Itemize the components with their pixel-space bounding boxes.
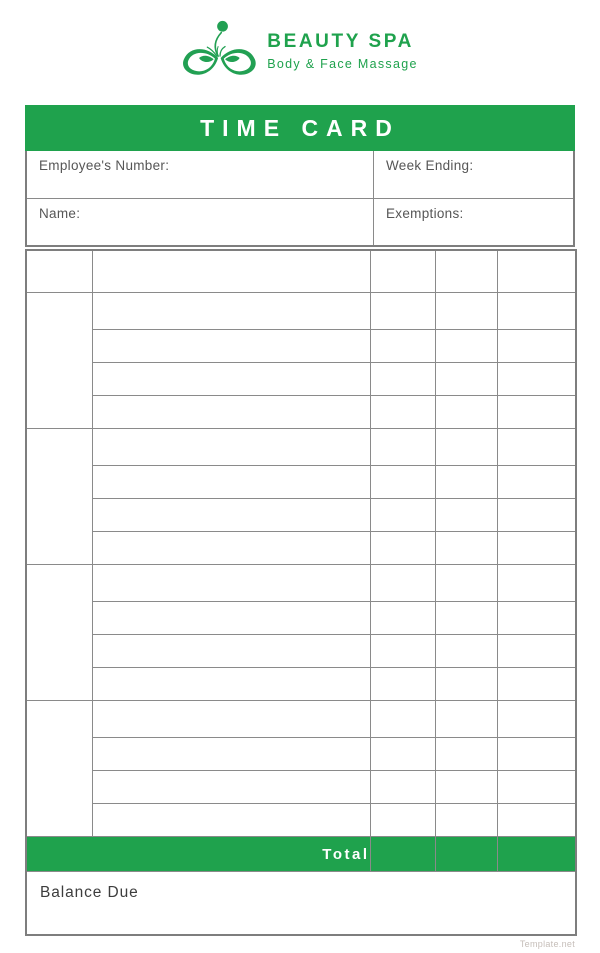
total-label: Total [26, 837, 370, 872]
table-row [26, 635, 576, 668]
job-description-cell[interactable] [92, 771, 370, 804]
name-field[interactable] [27, 198, 373, 245]
rate-cell[interactable] [435, 635, 497, 668]
date-cell[interactable] [26, 429, 92, 565]
employee-number-label: Employee's Number: [39, 158, 170, 173]
amount-cell[interactable] [497, 429, 576, 466]
table-row [26, 499, 576, 532]
table-row [26, 602, 576, 635]
employee-number-field[interactable] [27, 151, 373, 198]
hours-cell[interactable] [370, 466, 435, 499]
amount-cell[interactable] [497, 466, 576, 499]
table-body [26, 293, 576, 837]
hours-cell[interactable] [370, 565, 435, 602]
hours-cell[interactable] [370, 738, 435, 771]
balance-due-cell[interactable] [26, 872, 576, 936]
table-row [26, 738, 576, 771]
exemptions-field[interactable] [373, 198, 573, 245]
week-ending-label: Week Ending: [386, 158, 474, 173]
rate-cell[interactable] [435, 330, 497, 363]
table-row [26, 701, 576, 738]
rate-cell[interactable] [435, 771, 497, 804]
balance-due-label: Balance Due [40, 884, 139, 901]
amount-cell[interactable] [497, 771, 576, 804]
brand-name: BEAUTY SPA [267, 30, 414, 52]
rate-cell[interactable] [435, 363, 497, 396]
rate-cell[interactable] [435, 804, 497, 837]
date-cell[interactable] [26, 565, 92, 701]
hours-cell[interactable] [370, 429, 435, 466]
rate-cell[interactable] [435, 565, 497, 602]
table-footer [26, 837, 576, 936]
column-header-rate: Rate [435, 250, 497, 293]
job-description-cell[interactable] [92, 499, 370, 532]
date-cell[interactable] [26, 701, 92, 837]
rate-cell[interactable] [435, 602, 497, 635]
column-header-date: Date [26, 250, 92, 293]
total-rate-cell[interactable] [435, 837, 497, 872]
time-card-table [25, 249, 577, 936]
hours-cell[interactable] [370, 363, 435, 396]
page-title: TIME CARD [200, 114, 400, 141]
rate-cell[interactable] [435, 532, 497, 565]
hours-cell[interactable] [370, 804, 435, 837]
hours-cell[interactable] [370, 668, 435, 701]
amount-cell[interactable] [497, 565, 576, 602]
table-row [26, 363, 576, 396]
amount-cell[interactable] [497, 804, 576, 837]
job-description-cell[interactable] [92, 602, 370, 635]
total-amount-cell[interactable] [497, 837, 576, 872]
amount-cell[interactable] [497, 738, 576, 771]
column-header-job-description: Job Description [92, 250, 370, 293]
spa-plant-icon [182, 13, 258, 89]
rate-cell[interactable] [435, 738, 497, 771]
table-row [26, 293, 576, 330]
week-ending-field[interactable] [373, 151, 573, 198]
job-description-cell[interactable] [92, 668, 370, 701]
table-row [26, 771, 576, 804]
brand-tagline: Body & Face Massage [267, 56, 418, 71]
amount-cell[interactable] [497, 668, 576, 701]
hours-cell[interactable] [370, 771, 435, 804]
job-description-cell[interactable] [92, 532, 370, 565]
total-hours-cell[interactable] [370, 837, 435, 872]
watermark: Template.net [519, 939, 575, 949]
hours-cell[interactable] [370, 602, 435, 635]
rate-cell[interactable] [435, 466, 497, 499]
logo-text [267, 32, 417, 71]
table-row [26, 330, 576, 363]
total-row [26, 837, 576, 872]
job-description-cell[interactable] [92, 396, 370, 429]
table-row [26, 565, 576, 602]
table-row [26, 466, 576, 499]
job-description-cell[interactable] [92, 701, 370, 738]
logo [0, 0, 600, 89]
table-row [26, 396, 576, 429]
job-description-cell[interactable] [92, 738, 370, 771]
hours-cell[interactable] [370, 701, 435, 738]
amount-cell[interactable] [497, 635, 576, 668]
title-banner [25, 105, 575, 151]
column-header-hours: Hours [370, 250, 435, 293]
job-description-cell[interactable] [92, 363, 370, 396]
amount-cell[interactable] [497, 330, 576, 363]
exemptions-label: Exemptions: [386, 206, 464, 221]
logo-dot [217, 21, 228, 32]
date-cell[interactable] [26, 293, 92, 429]
amount-cell[interactable] [497, 396, 576, 429]
employee-info-form [25, 151, 575, 247]
balance-due-row [26, 872, 576, 936]
table-row [26, 668, 576, 701]
job-description-cell[interactable] [92, 429, 370, 466]
rate-cell[interactable] [435, 701, 497, 738]
amount-cell[interactable] [497, 701, 576, 738]
rate-cell[interactable] [435, 293, 497, 330]
hours-cell[interactable] [370, 635, 435, 668]
rate-cell[interactable] [435, 668, 497, 701]
hours-cell[interactable] [370, 532, 435, 565]
table-header [26, 250, 576, 293]
rate-cell[interactable] [435, 429, 497, 466]
amount-cell[interactable] [497, 532, 576, 565]
amount-cell[interactable] [497, 363, 576, 396]
job-description-cell[interactable] [92, 804, 370, 837]
rate-cell[interactable] [435, 499, 497, 532]
table-row [26, 804, 576, 837]
amount-cell[interactable] [497, 499, 576, 532]
amount-cell[interactable] [497, 293, 576, 330]
hours-cell[interactable] [370, 396, 435, 429]
hours-cell[interactable] [370, 293, 435, 330]
job-description-cell[interactable] [92, 466, 370, 499]
amount-cell[interactable] [497, 602, 576, 635]
hours-cell[interactable] [370, 499, 435, 532]
name-label: Name: [39, 206, 81, 221]
table-row [26, 429, 576, 466]
hours-cell[interactable] [370, 330, 435, 363]
job-description-cell[interactable] [92, 635, 370, 668]
job-description-cell[interactable] [92, 565, 370, 602]
rate-cell[interactable] [435, 396, 497, 429]
table-row [26, 532, 576, 565]
job-description-cell[interactable] [92, 330, 370, 363]
column-header-amount: Amount [497, 250, 576, 293]
job-description-cell[interactable] [92, 293, 370, 330]
